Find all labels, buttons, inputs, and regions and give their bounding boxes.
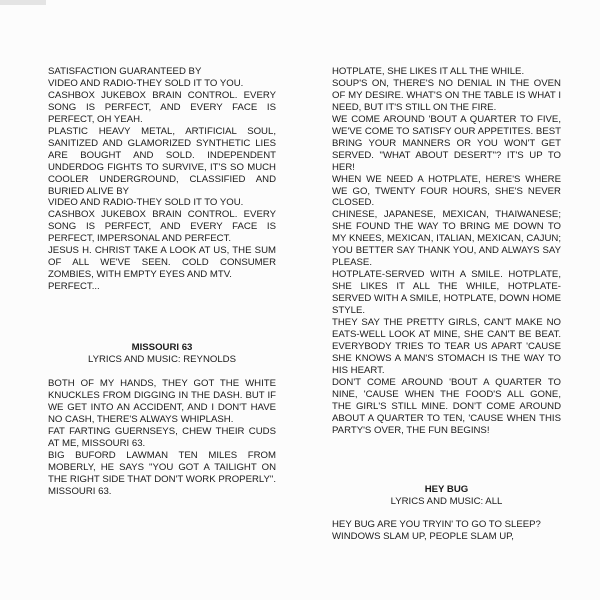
lyric-paragraph: SATISFACTION GUARANTEED BY bbox=[48, 66, 202, 77]
lyric-paragraph: HEY BUG ARE YOU TRYIN' TO GO TO SLEEP? bbox=[332, 519, 541, 531]
lyric-paragraph: CASHBOX JUKEBOX BRAIN CONTROL. EVERY SONG IS PERFECT, AND EVERY FACE IS PERFECT, IMPERSONAL AND PERFECT. bbox=[48, 209, 276, 245]
lyric-paragraph: WINDOWS SLAM UP, PEOPLE SLAM UP, bbox=[332, 531, 514, 543]
song-credit: LYRICS AND MUSIC: REYNOLDS bbox=[87, 354, 237, 366]
lyric-paragraph: SOUP'S ON, THERE'S NO DENIAL IN THE OVEN OF MY DESIRE. WHAT'S ON THE TABLE IS WHAT I NEED, BUT IT'S STILL ON THE FIRE. bbox=[332, 77, 561, 113]
left-column bbox=[48, 66, 276, 498]
song-title: HEY BUG bbox=[424, 483, 469, 495]
lyric-paragraph: CASHBOX JUKEBOX BRAIN CONTROL. EVERY SONG IS PERFECT, AND EVERY FACE IS PERFECT, OH YEAH. bbox=[48, 89, 276, 125]
lyric-paragraph: PERFECT... bbox=[48, 281, 100, 293]
lyric-paragraph: JESUS H. CHRIST TAKE A LOOK AT US, THE SUM OF ALL WE'VE SEEN. COLD CONSUMER ZOMBIES, WITH EMPTY EYES AND MTV. bbox=[48, 245, 276, 281]
song-title: MISSOURI 63 bbox=[131, 342, 193, 354]
lyric-paragraph: CHINESE, JAPANESE, MEXICAN, THAIWANESE; SHE FOUND THE WAY TO BRING ME DOWN TO MY KNEES, MEXICAN, ITALIAN, MEXICAN, CAJUN; YOU BETTER SAY THANK YOU, AND ALWAYS SAY PLEASE. bbox=[332, 209, 561, 269]
lyric-paragraph: BOTH OF MY HANDS, THEY GOT THE WHITE KNUCKLES FROM DIGGING IN THE DASH. BUT IF WE GET INTO AN ACCIDENT, AND I DON'T HAVE NO CASH, THERE'S ALWAYS WHIPLASH. bbox=[48, 378, 276, 425]
lyric-paragraph: VIDEO AND RADIO-THEY SOLD IT TO YOU. bbox=[48, 197, 244, 209]
lyric-paragraph: VIDEO AND RADIO-THEY SOLD IT TO YOU. bbox=[48, 77, 244, 89]
lyric-paragraph: WHEN WE NEED A HOTPLATE, HERE'S WHERE WE GO, TWENTY FOUR HOURS, SHE'S NEVER CLOSED. bbox=[332, 173, 561, 209]
lyric-paragraph: PLASTIC HEAVY METAL, ARTIFICIAL SOUL, SANITIZED AND GLAMORIZED SYNTHETIC LIES ARE BOUGHT AND SOLD. INDEPENDENT UNDERDOG FIGHTS TO SURVIVE, IT'S SO MUCH COOLER UNDERGROUND, CLASSIFIED AND BURIED ALIVE BY bbox=[48, 125, 276, 197]
lyric-paragraph: HOTPLATE-SERVED WITH A SMILE. HOTPLATE, SHE LIKES IT ALL THE WHILE, HOTPLATE- SERVED WITH A SMILE, HOTPLATE, DOWN HOME STYLE. bbox=[332, 269, 561, 317]
lyric-paragraph: THEY SAY THE PRETTY GIRLS, CAN'T MAKE NO EATS-WELL LOOK AT MINE, SHE CAN'T BE BEAT. EVERYBODY TRIES TO TEAR US APART 'CAUSE SHE KNOWS A MAN'S STOMACH IS THE WAY TO HIS HEART. bbox=[332, 317, 561, 376]
song-header bbox=[332, 484, 561, 508]
song-credit: LYRICS AND MUSIC: ALL bbox=[390, 495, 503, 507]
lyric-paragraph: BIG BUFORD LAWMAN TEN MILES FROM MOBERLY, HE SAYS "YOU GOT A TAILIGHT ON THE RIGHT SIDE THAT DON'T WORK PROPERLY". MISSOURI 63. bbox=[48, 449, 276, 497]
song-header bbox=[48, 342, 276, 366]
lyric-paragraph: WE COME AROUND 'BOUT A QUARTER TO FIVE, WE'VE COME TO SATISFY OUR APPETITES. BEST BRING YOUR MANNERS OR YOU WON'T GET SERVED. "WHAT ABOUT DESERT"? IT'S UP TO HER! bbox=[332, 113, 561, 173]
lyric-paragraph: FAT FARTING GUERNSEYS, CHEW THEIR CUDS AT ME, MISSOURI 63. bbox=[48, 425, 276, 449]
lyric-paragraph: DON'T COME AROUND 'BOUT A QUARTER TO NINE, 'CAUSE WHEN THE FOOD'S ALL GONE, THE GIRL'S STILL MINE. DON'T COME AROUND ABOUT A QUARTER TO TEN, 'CAUSE WHEN THIS PARTY'S OVER, THE FUN BEGINS! bbox=[332, 376, 561, 436]
corner-tab-mark bbox=[0, 0, 46, 5]
lyric-paragraph: HOTPLATE, SHE LIKES IT ALL THE WHILE. bbox=[332, 66, 525, 77]
right-column bbox=[332, 66, 561, 543]
